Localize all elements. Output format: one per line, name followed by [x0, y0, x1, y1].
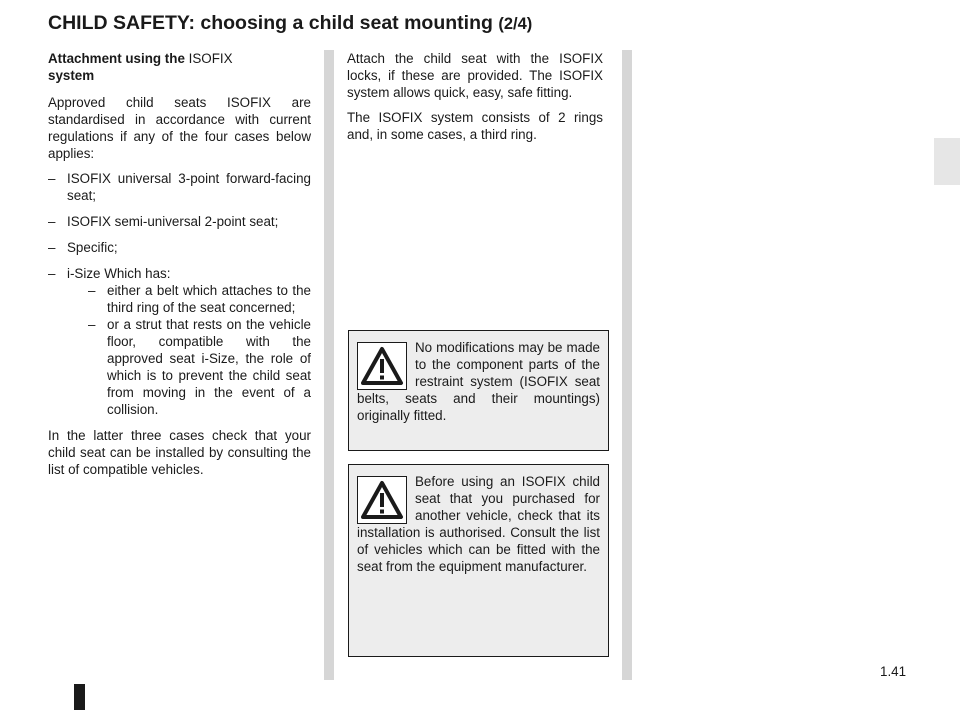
- left-column: [48, 50, 311, 486]
- intro-paragraph: Approved child seats ISOFIX are standardised in accordance with current regulations if any of the four cases below applies:: [48, 95, 311, 161]
- section-tab: [934, 138, 960, 185]
- right-paragraph-1: Attach the child seat with the ISOFIX locks, if these are provided. The ISOFIX system allows quick, easy, safe fitting.: [347, 51, 603, 100]
- right-column: [347, 50, 603, 151]
- warning-text: Before using an ISOFIX child seat that you purchased for another vehicle, check that its installation is authorised. Consult the list of vehicles which can be fitted with the seat from the equipment manufacturer.: [357, 474, 600, 574]
- column-divider-left: [324, 50, 334, 680]
- warning-box-modifications: [348, 330, 609, 451]
- page-number: 1.41: [880, 664, 907, 679]
- warning-triangle-icon: [357, 476, 407, 524]
- sublist-item: – either a belt which attaches to the third ring of the seat concerned;: [88, 283, 311, 315]
- list-item: – ISOFIX universal 3-point forward-facing seat;: [48, 171, 311, 203]
- warning-triangle-icon: [357, 342, 407, 390]
- page-title-text: CHILD SAFETY: choosing a child seat mounting: [48, 12, 493, 34]
- right-paragraph-2: The ISOFIX system consists of 2 rings and, in some cases, a third ring.: [347, 110, 603, 142]
- closing-paragraph: In the latter three cases check that your child seat can be installed by consulting the list of compatible vehicles.: [48, 428, 311, 477]
- list-item: – i-Size Which has: – either a belt which attaches to the third ring of the seat concerned; – or a strut that rests on the vehicle floor, compatible with the approved seat i-Size, the role of which is to prevent the child seat from moving in the event of a collision.: [48, 266, 311, 417]
- list-item: – ISOFIX semi-universal 2-point seat;: [48, 214, 279, 229]
- sublist-item: – or a strut that rests on the vehicle floor, compatible with the approved seat i-Size, the role of which is to prevent the child seat from moving in the event of a collision.: [88, 317, 311, 417]
- warning-box-other-vehicle: [348, 464, 609, 657]
- column-divider-right: [622, 50, 632, 680]
- list-item: – Specific;: [48, 240, 118, 255]
- page-title-part: (2/4): [498, 15, 533, 33]
- conditions-list: [48, 170, 311, 418]
- section-heading: Attachment using the ISOFIX system: [48, 51, 233, 83]
- page-title: [48, 12, 532, 35]
- corner-marker: [74, 684, 85, 710]
- warning-text: No modifications may be made to the component parts of the restraint system (ISOFIX seat belts, seats and their mountings) originally fitted.: [357, 340, 600, 423]
- isize-sublist: [67, 282, 311, 418]
